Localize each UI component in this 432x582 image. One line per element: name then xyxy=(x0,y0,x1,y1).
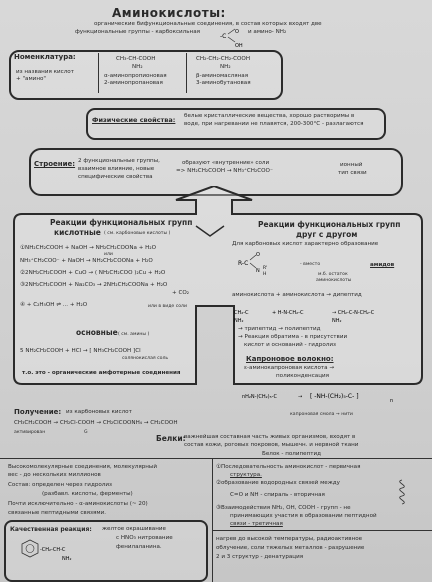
divider xyxy=(186,53,187,93)
ostatok-1: м.б. остаток xyxy=(318,272,348,277)
quality-label: Качественная реакция: xyxy=(10,526,92,533)
structure-level-2b: C=O и NH - спираль - вторичная xyxy=(230,492,325,498)
tripeptide-line: → трипептид → полипептид xyxy=(238,326,321,332)
structure-level-1b: структура. xyxy=(230,472,262,478)
reactions2-title-2: друг с другом xyxy=(296,230,358,239)
svg-text:R': R' xyxy=(263,266,268,271)
reaction-1b: NH₃⁺CH₂COO⁻ + NaOH → NH₂CH₂COONa + H₂O xyxy=(20,258,153,264)
svg-text:CH₂-C: CH₂-C xyxy=(234,310,249,316)
proteins-left-4: (разбавл. кислоты, ферменты) xyxy=(42,491,133,497)
proteins-left-6: связанные пептидными связями. xyxy=(8,510,107,516)
denat-1: нагрев до высокой температуры, радиоактивное xyxy=(216,536,363,542)
beta-name-2: 3-аминобутановая xyxy=(196,80,251,86)
divider xyxy=(0,458,432,459)
obtain-text: из карбоновых кислот xyxy=(66,409,132,415)
dipeptide-structure-icon xyxy=(232,300,412,326)
svg-text:nH₂N-(CH₂)₅-C: nH₂N-(CH₂)₅-C xyxy=(242,394,277,400)
svg-text:OH: OH xyxy=(235,43,243,48)
denat-3: 2 и 3 структур - денатурация xyxy=(216,554,304,560)
amide-structure-icon xyxy=(236,250,306,276)
reactions2-title-1: Реакции функциональных групп xyxy=(258,220,401,229)
svg-text:NH₂: NH₂ xyxy=(62,556,72,562)
belok-line: Белок - полипептид xyxy=(262,451,322,457)
svg-text:NH₂: NH₂ xyxy=(332,318,342,324)
proteins-left-2: вес - до нескольких миллионов xyxy=(8,472,101,478)
denat-2: облучение, соли тяжелых металлов - разрушение xyxy=(216,545,365,551)
svg-text:NH₂: NH₂ xyxy=(234,318,244,324)
svg-text:+ H-N-CH₂-C: + H-N-CH₂-C xyxy=(272,310,304,316)
structure-right-1: ионный xyxy=(340,162,363,168)
svg-text:[ -NH-(CH₂)₅-C- ]: [ -NH-(CH₂)₅-C- ] xyxy=(310,393,359,400)
svg-text:N: N xyxy=(256,268,260,274)
divider xyxy=(212,458,213,582)
structure-left-3: специфические свойства xyxy=(78,174,153,180)
reactions-note: ( см. карбоновые кислоты ) xyxy=(104,231,171,236)
svg-text:-C: -C xyxy=(220,33,227,40)
obtain-label-g: G xyxy=(84,430,88,435)
structure-level-3b: принимающих участия в образовании пептидной xyxy=(230,513,377,519)
nomenclature-note-2: + "амино" xyxy=(16,76,46,82)
ostatok-2: аминокислоты xyxy=(316,278,352,283)
alpha-formula: CH₃-CH-COOH xyxy=(116,56,156,62)
reactions-title-1: Реакции функциональных групп xyxy=(50,218,193,227)
svg-text:-CH₂-CH-C: -CH₂-CH-C xyxy=(40,547,66,553)
svg-text:R-C: R-C xyxy=(238,260,249,267)
svg-text:H: H xyxy=(263,272,267,276)
reactions2-sub: Для карбоновых кислот характерно образование xyxy=(232,241,379,247)
reaction-4: ④ + C₂H₅OH ⇌ ... + H₂O xyxy=(20,302,88,308)
structure-level-3: ③Взаимодействия NH₂, OH, COOH - групп - не xyxy=(216,505,351,511)
proteins-line-1: важнейшая составная часть живых организмов, входят в xyxy=(184,434,356,440)
intro-line-1: органические бифункциональные соединения, в состав которых входят две xyxy=(94,21,322,27)
kapron-line-1: ε-аминокапроновая кислота → xyxy=(244,365,335,371)
basic-title: основные xyxy=(76,328,118,337)
phenylalanine-structure-icon xyxy=(12,536,102,576)
dipeptide-line: аминокислота + аминокислота → дипептид xyxy=(232,292,362,298)
reaction-or: или xyxy=(104,252,113,257)
nomenclature-label: Номенклатура: xyxy=(14,53,76,61)
vmesto-label: - вместо xyxy=(300,262,321,267)
reaction-1: ①NH₂CH₂COOH + NaOH → NH₂CH₂COONa + H₂O xyxy=(20,245,157,251)
beta-name-1: β-аминомасляная xyxy=(196,73,249,79)
biuret-line-1: → Реакция обратима - в присутствии xyxy=(238,334,348,340)
kapron-labels: капроновая смола → нити xyxy=(290,412,353,417)
nomenclature-note-1: из названия кислот xyxy=(16,69,74,75)
reaction-3-co2: + CO₂ xyxy=(172,290,190,296)
obtain-scheme: CH₃CH₂COOH → CH₂Cl-COOH → CH₂ClCOONH₄ → CH₂COOH xyxy=(14,420,178,426)
physical-label: Физические свойства: xyxy=(92,116,176,124)
intro-line-2: функциональные группы - карбоксильная xyxy=(75,29,200,35)
svg-text:n: n xyxy=(390,398,394,404)
svg-text:→ CH₂-C-N-CH₂-C: → CH₂-C-N-CH₂-C xyxy=(332,310,375,316)
proteins-line-2: состав кожи, роговых покровов, мышечн. и нервной ткани xyxy=(184,442,359,448)
kapron-line-2: поликонденсация xyxy=(276,373,330,379)
structure-level-2: ②образование водородных связей между xyxy=(216,480,340,486)
divider xyxy=(212,530,432,531)
svg-text:O: O xyxy=(256,252,260,258)
structure-level-3c: связи - третичная xyxy=(230,521,283,527)
structure-left-1: 2 функциональные группы, xyxy=(78,158,160,164)
page-title: Аминокислоты: xyxy=(112,6,226,20)
reactions-title-2: кислотные xyxy=(54,228,101,237)
structure-mid-2: => NH₂CH₂COOH → NH₃⁺CH₂COO⁻ xyxy=(176,168,273,174)
physical-line-2: воде, при нагревании не плавятся, 200-300°С - разлагаются xyxy=(184,121,364,127)
proteins-left-1: Высокомолекулярные соединения, молекулярный xyxy=(8,464,157,470)
alpha-name-2: 2-аминопропановая xyxy=(104,80,163,86)
alpha-name-1: α-аминопропионовая xyxy=(104,73,167,79)
alpha-sub: NH₂ xyxy=(132,64,143,70)
carboxyl-group-icon xyxy=(218,28,248,48)
structure-left-2: взаимное влияние, новые xyxy=(78,166,155,172)
svg-text:O: O xyxy=(235,29,239,35)
kapron-structure-icon xyxy=(240,384,400,412)
reaction-2: ②2NH₂CH₂COOH + CuO → ( NH₂CH₂COO )₂Cu + H₂O xyxy=(20,270,166,276)
basic-reaction: 5 NH₂CH₂COOH + HCl → [ NH₃CH₂COOH ]Cl xyxy=(20,348,141,354)
proteins-left-5: Почти исключительно - α-аминокислоты (~ 20) xyxy=(8,501,148,507)
beta-formula: CH₂-CH₂-CH₂-COOH xyxy=(196,56,251,62)
proteins-left-3: Состав: определен через гидролиз xyxy=(8,482,112,488)
structure-level-1: ①Последовательность аминокислот - первичная xyxy=(216,464,361,470)
obtain-label: Получение: xyxy=(14,408,62,416)
quality-text-1: желтое окрашивание xyxy=(102,526,166,532)
biuret-line-2: кислот и оснований - гидролиз xyxy=(244,342,336,348)
svg-text:→: → xyxy=(298,394,303,400)
spiral-icon xyxy=(392,478,412,508)
structure-right-2: тип связи xyxy=(338,170,367,176)
basic-note: ( см. амины ) xyxy=(118,332,150,337)
amides-label: амидов xyxy=(370,262,395,268)
proteins-label: Белки: xyxy=(156,434,186,443)
divider xyxy=(98,53,99,93)
beta-sub: NH₂ xyxy=(220,64,231,70)
obtain-label-activated: активирован xyxy=(14,430,46,435)
kapron-title: Капроновое волокно: xyxy=(246,355,334,363)
structure-label: Строение: xyxy=(34,160,76,168)
intro-line-3: и амино- NH₂ xyxy=(248,29,287,35)
conclusion: т.о. это - органические амфотерные соединения xyxy=(22,370,181,376)
quality-text-2: с HNO₃ нитрование xyxy=(116,535,173,541)
salt-label: солянокислая соль xyxy=(122,356,169,361)
reaction-3: ③2NH₂CH₂COOH + Na₂CO₃ → 2NH₂CH₂COONa + H₂O xyxy=(20,282,168,288)
reaction-4-note: или в виде соли xyxy=(148,304,187,309)
physical-line-1: белые кристаллические вещества, хорошо растворимы в xyxy=(184,113,355,119)
quality-text-3: фенилаланина. xyxy=(116,544,162,550)
structure-mid-1: образуют «внутренние» соли xyxy=(182,160,270,166)
